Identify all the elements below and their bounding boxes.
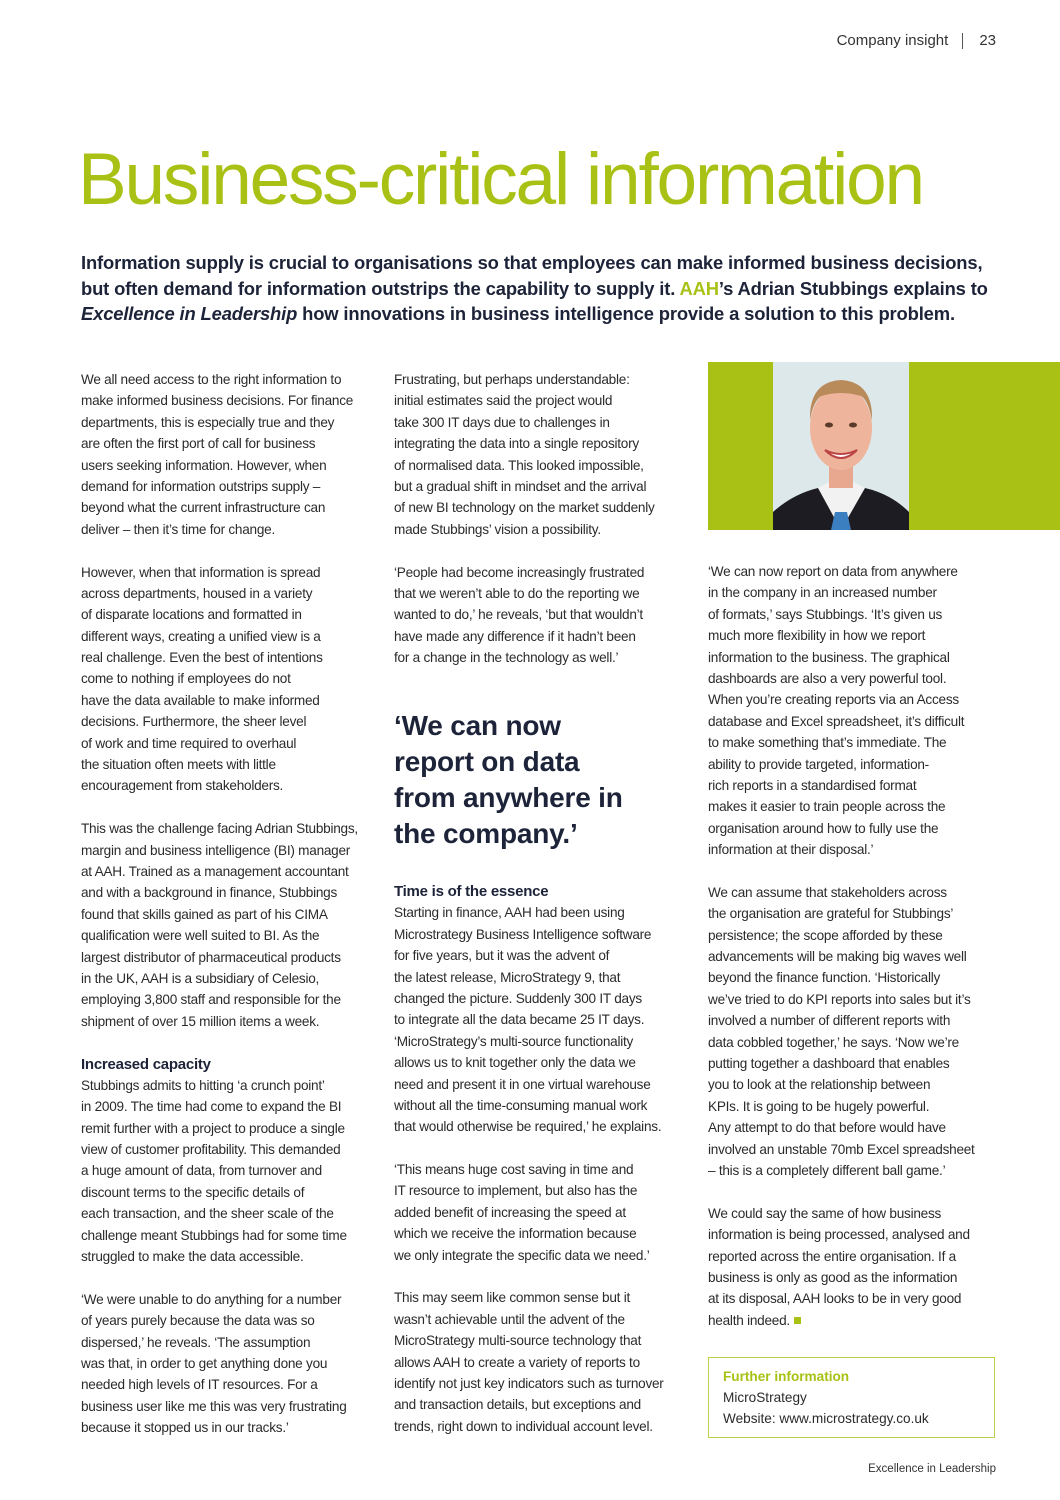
text-line: IT resource to implement, but also has the (394, 1183, 638, 1199)
text-line: take 300 IT days due to challenges in (394, 414, 610, 430)
text-line: have made any difference if it hadn’t been (394, 628, 636, 644)
section-heading: Increased capacity (81, 1055, 211, 1073)
text-line: make informed business decisions. For finance (81, 393, 354, 409)
text-line: beyond what the current infrastructure can (81, 500, 326, 516)
text-line: persistence; the scope afforded by these (708, 927, 943, 943)
further-info-website[interactable]: Website: www.microstrategy.co.uk (723, 1411, 929, 1426)
text-line: wanted to do,’ he reveals, ‘but that wouldn’t (394, 607, 643, 623)
text-line: This may seem like common sense but it (394, 1290, 631, 1306)
text-line: Frustrating, but perhaps understandable: (394, 372, 630, 387)
text-line: in the UK, AAH is a subsidiary of Celesio, (81, 970, 320, 986)
text-line: added benefit of increasing the speed at (394, 1204, 626, 1220)
text-line: because it stopped us in our tracks.’ (81, 1420, 289, 1436)
text-line: at its disposal, AAH looks to be in very good (708, 1291, 962, 1307)
text-line: employing 3,800 staff and responsible for the (81, 992, 341, 1008)
text-line: advancements will be making big waves well (708, 949, 967, 965)
text-line: needed high levels of IT resources. For a (81, 1377, 318, 1393)
text-line: much more flexibility in how we report (708, 628, 926, 644)
text-line: need and present it in one virtual warehouse (394, 1076, 651, 1092)
pull-quote-line: report on data (394, 746, 580, 777)
text-line: deliver – then it’s time for change. (81, 521, 276, 537)
paragraph-gap (81, 1032, 381, 1053)
text-line: that would otherwise be required,’ he explains. (394, 1119, 662, 1135)
text-line: different ways, creating a unified view is a (81, 628, 321, 644)
text-line: real challenge. Even the best of intentions (81, 650, 323, 666)
paragraph-gap (708, 860, 1008, 881)
text-line: ability to provide targeted, information- (708, 756, 929, 772)
text-line: come to nothing if employees do not (81, 671, 291, 687)
text-line: departments, this is especially true and they (81, 414, 335, 430)
text-line: information is being processed, analysed and (708, 1227, 970, 1243)
text-line: ‘MicroStrategy’s multi-source functionality (394, 1033, 634, 1049)
text-line: reported across the entire organisation. If a (708, 1248, 956, 1264)
text-line: discount terms to the specific details of (81, 1184, 305, 1200)
publication-name: Excellence in Leadership (81, 303, 298, 325)
text-line: Starting in finance, AAH had been using (394, 905, 625, 921)
portrait-illustration (773, 362, 909, 530)
text-line: initial estimates said the project would (394, 393, 613, 409)
text-line: margin and business intelligence (BI) manager (81, 842, 351, 858)
text-line: ‘People had become increasingly frustrated (394, 564, 645, 580)
text-line: We could say the same of how business (708, 1205, 942, 1221)
text-line: dashboards are also a very powerful tool. (708, 670, 947, 686)
standfirst-text: how innovations in business intelligence provide a solution to this problem. (297, 303, 955, 325)
text-line: business user like me this was very frustrating (81, 1398, 347, 1414)
text-line: which we receive the information because (394, 1226, 637, 1242)
text-line: Any attempt to do that before would have (708, 1120, 946, 1136)
text-line: health indeed. (708, 1310, 1008, 1331)
text-line: struggled to make the data accessible. (81, 1249, 304, 1265)
text-line: trends, right down to individual account level. (394, 1418, 653, 1434)
text-line: at AAH. Trained as a management accountant (81, 863, 349, 879)
column-2-top (394, 369, 694, 668)
article-title: Business-critical information (78, 139, 923, 220)
column-3 (708, 561, 1008, 1331)
page-number: 23 (979, 32, 996, 49)
paragraph-gap (394, 1138, 694, 1159)
text-line: we’ve tried to do KPI reports into sales but it’s (708, 991, 971, 1007)
text-line: putting together a dashboard that enables (708, 1055, 950, 1071)
text-line: integrating the data into a single repository (394, 436, 639, 452)
text-line: shipment of over 15 million items a week. (81, 1013, 320, 1029)
paragraph-gap (81, 1267, 381, 1288)
text-line: of years purely because the data was so (81, 1313, 315, 1329)
text-line: qualification were well suited to BI. As the (81, 928, 320, 944)
text-line: made Stubbings’ vision a possibility. (394, 521, 601, 537)
text-line: We can assume that stakeholders across (708, 884, 947, 900)
text-line: information at their disposal.’ (708, 842, 874, 858)
text-line: allows us to knit together only the data we (394, 1055, 636, 1071)
text-line: beyond the finance function. ‘Historically (708, 970, 941, 986)
text-line: identify not just key indicators such as turnover (394, 1375, 664, 1391)
text-line: largest distributor of pharmaceutical products (81, 949, 341, 965)
further-info-title: Further information (723, 1369, 850, 1384)
text-line: ‘We can now report on data from anywhere (708, 564, 958, 579)
further-information-box (708, 1357, 995, 1438)
column-2-bottom (394, 881, 694, 1437)
text-line: the latest release, MicroStrategy 9, that (394, 969, 621, 985)
text-line: and with a background in finance, Stubbings (81, 885, 338, 901)
text-line: MicroStrategy multi-source technology that (394, 1333, 642, 1349)
text-line: rich reports in a standardised format (708, 777, 917, 793)
text-line: the organisation are grateful for Stubbings’ (708, 906, 954, 922)
text-line: of work and time required to overhaul (81, 735, 297, 751)
text-line: ‘We were unable to do anything for a number (81, 1291, 342, 1307)
text-line: involved an unstable 70mb Excel spreadsheet (708, 1141, 975, 1157)
text-line: to integrate all the data became 25 IT days. (394, 1012, 645, 1028)
standfirst-text: Information supply is crucial to organisations so that employees can make informed business decisions, but often demand for information outstrips the capability to supply it. (81, 252, 983, 299)
text-line: ‘This means huge cost saving in time and (394, 1162, 634, 1178)
text-line: – this is a completely different ball game.’ (708, 1162, 946, 1178)
text-line: of formats,’ says Stubbings. ‘It’s given us (708, 606, 943, 622)
text-line: We all need access to the right information to (81, 372, 342, 387)
paragraph-gap (708, 1181, 1008, 1202)
text-line: Stubbings admits to hitting ‘a crunch point’ (81, 1077, 325, 1093)
section-heading: Time is of the essence (394, 883, 549, 900)
text-line: challenge meant Stubbings had for some time (81, 1227, 347, 1243)
text-line: business is only as good as the information (708, 1269, 958, 1285)
pull-quote (394, 708, 623, 852)
text-line: have the data available to make informed (81, 692, 320, 708)
text-line: organisation around how to fully use the (708, 820, 939, 836)
paragraph-gap (81, 797, 381, 818)
text-line: the situation often meets with little (81, 757, 276, 773)
header-divider (962, 33, 963, 49)
text-line: database and Excel spreadsheet, it’s difficult (708, 713, 965, 729)
text-line: found that skills gained as part of his CIMA (81, 906, 328, 922)
text-line: each transaction, and the sheer scale of the (81, 1206, 334, 1222)
text-line: KPIs. It is going to be hugely powerful. (708, 1098, 930, 1114)
text-line: but a gradual shift in mindset and the arrival (394, 478, 647, 494)
text-line: makes it easier to train people across the (708, 799, 946, 815)
text-line: you to look at the relationship between (708, 1077, 931, 1093)
portrait-photo (773, 362, 909, 530)
end-mark-icon (794, 1317, 801, 1324)
text-line: users seeking information. However, when (81, 457, 327, 473)
standfirst-text: ’s Adrian Stubbings explains to (718, 277, 988, 299)
text-line: of normalised data. This looked impossible, (394, 457, 644, 473)
text-line: for five years, but it was the advent of (394, 948, 610, 964)
text-line: dispersed,’ he reveals. ‘The assumption (81, 1334, 311, 1350)
text-line: for a change in the technology as well.’ (394, 650, 619, 666)
text-line: was that, in order to get anything done you (81, 1355, 328, 1371)
text-line: This was the challenge facing Adrian Stubbings, (81, 821, 358, 837)
text-line: across departments, housed in a variety (81, 585, 313, 601)
text-line: decisions. Furthermore, the sheer level (81, 714, 307, 730)
paragraph-gap (394, 540, 694, 561)
text-line: However, when that information is spread (81, 564, 321, 580)
pull-quote-line: from anywhere in (394, 782, 623, 813)
text-line: and transaction details, but exceptions and (394, 1397, 641, 1413)
text-line: without all the time-consuming manual work (394, 1097, 648, 1113)
text-line: in 2009. The time had come to expand the BI (81, 1099, 342, 1115)
further-info-company: MicroStrategy (723, 1390, 807, 1405)
text-line: we only integrate the specific data we need.’ (394, 1247, 650, 1263)
text-line: allows AAH to create a variety of reports to (394, 1354, 640, 1370)
text-line: demand for information outstrips supply – (81, 478, 321, 494)
pull-quote-line: ‘We can now (394, 710, 561, 741)
text-line: a huge amount of data, from turnover and (81, 1163, 322, 1179)
text-line: changed the picture. Suddenly 300 IT days (394, 990, 642, 1006)
running-footer: Excellence in Leadership (868, 1463, 996, 1475)
text-line: are often the first port of call for business (81, 436, 316, 452)
article-standfirst (81, 250, 1001, 327)
pull-quote-line: the company.’ (394, 818, 578, 849)
text-line: data cobbled together,’ he says. ‘Now we’re (708, 1034, 959, 1050)
text-line: remit further with a project to produce a single (81, 1120, 345, 1136)
paragraph-gap (394, 1266, 694, 1287)
column-1 (81, 369, 381, 1439)
running-header (837, 32, 996, 49)
company-name: AAH (679, 277, 719, 299)
text-line: wasn’t achievable until the advent of the (394, 1311, 625, 1327)
text-line: view of customer profitability. This demanded (81, 1142, 341, 1158)
text-line: to make something that’s immediate. The (708, 735, 947, 751)
text-line: that we weren’t able to do the reporting we (394, 585, 640, 601)
text-line: Microstrategy Business Intelligence software (394, 926, 652, 942)
text-line: in the company in an increased number (708, 585, 937, 601)
text-line: involved a number of different reports with (708, 1013, 951, 1029)
paragraph-gap (81, 540, 381, 561)
section-name: Company insight (836, 32, 949, 49)
text-line: When you’re creating reports via an Access (708, 692, 959, 708)
text-line: of disparate locations and formatted in (81, 607, 302, 623)
text-line: of new BI technology on the market suddenly (394, 500, 655, 516)
text-line: information to the business. The graphical (708, 649, 950, 665)
text-line: encouragement from stakeholders. (81, 778, 284, 794)
